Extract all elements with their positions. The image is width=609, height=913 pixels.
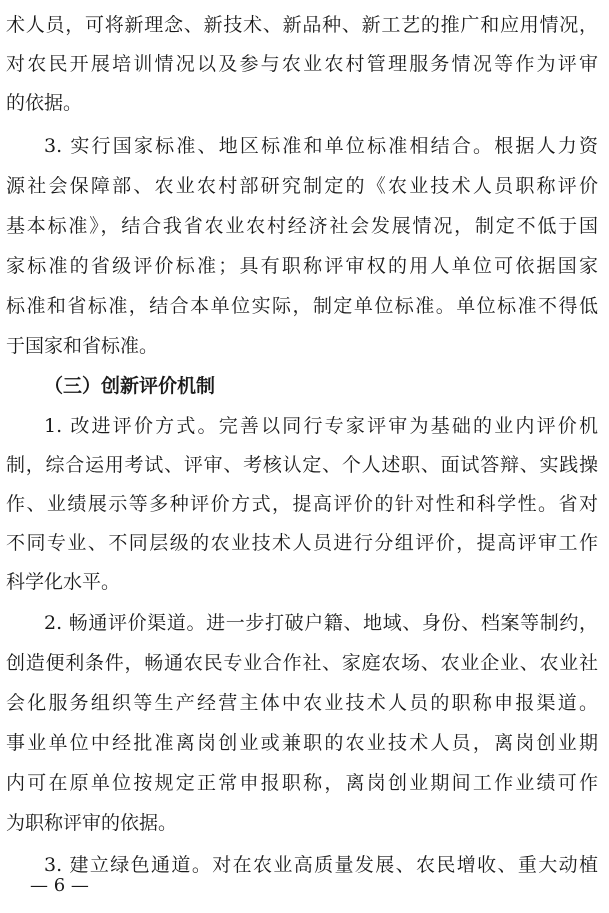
- paragraph-start-line: 2. 畅通评价渠道。进一步打破户籍、地域、身份、档案等制约，: [44, 612, 598, 634]
- text-line: 内可在原单位按规定正常申报职称，离岗创业期间工作业绩可作: [6, 772, 598, 794]
- page-number: — 6 —: [30, 875, 89, 896]
- text-line: 基本标准》，结合我省农业农村经济社会发展情况，制定不低于国: [6, 215, 598, 237]
- text-line: 术人员，可将新理念、新技术、新品种、新工艺的推广和应用情况，: [6, 14, 598, 36]
- text-line: 家标准的省级评价标准；具有职称评审权的用人单位可依据国家: [6, 255, 598, 277]
- text-line: 标准和省标准，结合本单位实际，制定单位标准。单位标准不得低: [6, 295, 598, 317]
- paragraph-start-line: 1. 改进评价方式。完善以同行专家评审为基础的业内评价机: [44, 415, 598, 437]
- text-line: 的依据。: [6, 92, 83, 114]
- text-line: 会化服务组织等生产经营主体中农业技术人员的职称申报渠道。: [6, 692, 598, 714]
- text-line: 事业单位中经批准离岗创业或兼职的农业技术人员，离岗创业期: [6, 732, 598, 754]
- section-heading: （三）创新评价机制: [44, 375, 216, 397]
- paragraph-start-line: 3. 建立绿色通道。对在农业高质量发展、农民增收、重大动植: [44, 854, 598, 876]
- text-line: 对农民开展培训情况以及参与农业农村管理服务情况等作为评审: [6, 53, 598, 75]
- text-line: 科学化水平。: [6, 571, 121, 593]
- text-line: 创造便利条件，畅通农民专业合作社、家庭农场、农业企业、农业社: [6, 652, 598, 674]
- paragraph-start-line: 3. 实行国家标准、地区标准和单位标准相结合。根据人力资: [44, 135, 598, 157]
- text-line: 作、业绩展示等多种评价方式，提高评价的针对性和科学性。省对: [6, 493, 598, 515]
- text-line: 不同专业、不同层级的农业技术人员进行分组评价，提高评审工作: [6, 532, 598, 554]
- text-line: 源社会保障部、农业农村部研究制定的《农业技术人员职称评价: [6, 175, 598, 197]
- text-line: 于国家和省标准。: [6, 335, 159, 357]
- text-line: 为职称评审的依据。: [6, 812, 178, 834]
- text-line: 制，综合运用考试、评审、考核认定、个人述职、面试答辩、实践操: [6, 454, 598, 476]
